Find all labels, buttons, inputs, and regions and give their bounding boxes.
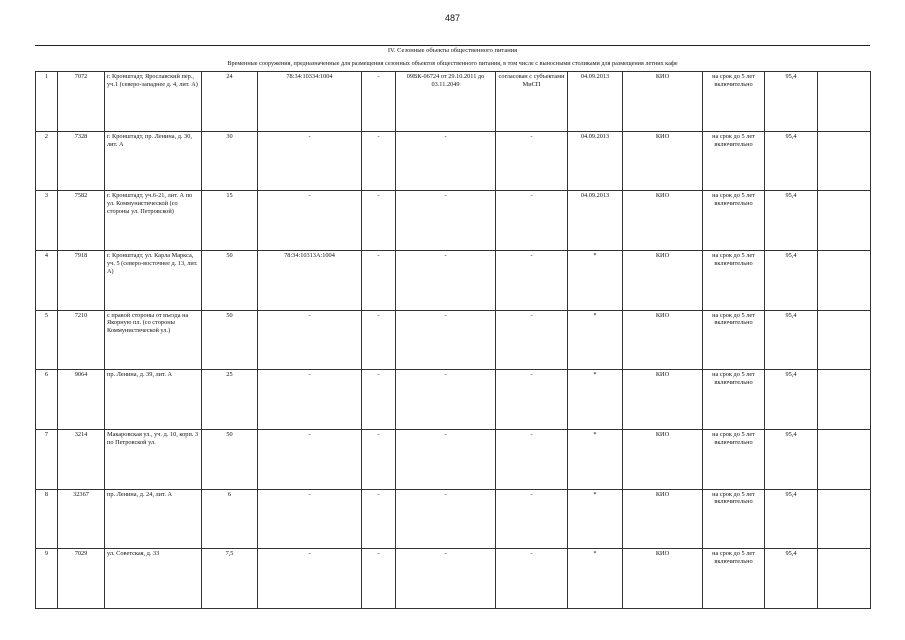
term-cell: на срок до 5 лет включительно bbox=[703, 310, 765, 370]
empty-cell bbox=[818, 191, 871, 251]
page-number: 487 bbox=[444, 13, 461, 23]
organization-cell: КИО bbox=[623, 370, 703, 430]
area-cell: 15 bbox=[202, 191, 258, 251]
percent-cell: 95,4 bbox=[765, 191, 818, 251]
object-id-cell: 3214 bbox=[58, 429, 105, 489]
row-number-cell: 1 bbox=[36, 72, 58, 132]
date-cell: * bbox=[568, 489, 623, 549]
address-cell: г. Кронштадт, Ярославский пер., уч.1 (северо-западнее д. 4, лит. А) bbox=[105, 72, 202, 132]
date-cell: * bbox=[568, 429, 623, 489]
address-cell: г. Кронштадт, пр. Ленина, д. 30, лит. А bbox=[105, 131, 202, 191]
column-5-cell: - bbox=[362, 489, 396, 549]
date-cell: * bbox=[568, 250, 623, 310]
empty-cell bbox=[818, 250, 871, 310]
term-cell: на срок до 5 лет включительно bbox=[703, 72, 765, 132]
table-row bbox=[36, 310, 871, 370]
agreement-cell: - bbox=[496, 489, 568, 549]
term-cell: на срок до 5 лет включительно bbox=[703, 429, 765, 489]
agreement-cell: - bbox=[496, 250, 568, 310]
column-5-cell: - bbox=[362, 250, 396, 310]
term-cell: на срок до 5 лет включительно bbox=[703, 549, 765, 609]
object-id-cell: 7029 bbox=[58, 549, 105, 609]
term-cell: на срок до 5 лет включительно bbox=[703, 250, 765, 310]
column-5-cell: - bbox=[362, 310, 396, 370]
area-cell: 24 bbox=[202, 72, 258, 132]
row-number-cell: 8 bbox=[36, 489, 58, 549]
table-row bbox=[36, 429, 871, 489]
area-cell: 25 bbox=[202, 370, 258, 430]
table-row bbox=[36, 250, 871, 310]
percent-cell: 95,4 bbox=[765, 72, 818, 132]
section-title: IV. Сезонные объекты общественного питания bbox=[387, 47, 518, 54]
address-cell: г. Кронштадт, уч.6-21, лит. А по ул. Коммунистической (со стороны ул. Петровской) bbox=[105, 191, 202, 251]
address-cell: ул. Советская, д. 33 bbox=[105, 549, 202, 609]
row-number-cell: 2 bbox=[36, 131, 58, 191]
area-cell: 50 bbox=[202, 429, 258, 489]
table-row bbox=[36, 489, 871, 549]
column-5-cell: - bbox=[362, 429, 396, 489]
cadastre-number-cell: - bbox=[258, 429, 362, 489]
percent-cell: 95,4 bbox=[765, 310, 818, 370]
column-5-cell: - bbox=[362, 370, 396, 430]
column-5-cell: - bbox=[362, 549, 396, 609]
contract-cell: - bbox=[396, 549, 496, 609]
header-rule bbox=[35, 45, 870, 46]
column-5-cell: - bbox=[362, 191, 396, 251]
contract-cell: 09ВК-06724 от 29.10.2011 до 03.11.2049 bbox=[396, 72, 496, 132]
address-cell: пр. Ленина, д. 24, лит. А bbox=[105, 489, 202, 549]
column-5-cell: - bbox=[362, 72, 396, 132]
agreement-cell: - bbox=[496, 191, 568, 251]
contract-cell: - bbox=[396, 250, 496, 310]
percent-cell: 95,4 bbox=[765, 131, 818, 191]
row-number-cell: 4 bbox=[36, 250, 58, 310]
organization-cell: КИО bbox=[623, 310, 703, 370]
contract-cell: - bbox=[396, 191, 496, 251]
address-cell: Макаровская ул., уч. д. 10, корп. 3 по Петровской ул. bbox=[105, 429, 202, 489]
table-row bbox=[36, 191, 871, 251]
contract-cell: - bbox=[396, 489, 496, 549]
contract-cell: - bbox=[396, 310, 496, 370]
empty-cell bbox=[818, 489, 871, 549]
object-id-cell: 7328 bbox=[58, 131, 105, 191]
cadastre-number-cell: - bbox=[258, 310, 362, 370]
object-id-cell: 7918 bbox=[58, 250, 105, 310]
contract-cell: - bbox=[396, 370, 496, 430]
area-cell: 30 bbox=[202, 131, 258, 191]
term-cell: на срок до 5 лет включительно bbox=[703, 370, 765, 430]
contract-cell: - bbox=[396, 131, 496, 191]
organization-cell: КИО bbox=[623, 131, 703, 191]
cadastre-number-cell: 78:34:10334:1004 bbox=[258, 72, 362, 132]
address-cell: г. Кронштадт, ул. Карла Маркса, уч. 5 (северо-восточнее д. 13, лит. А) bbox=[105, 250, 202, 310]
percent-cell: 95,4 bbox=[765, 549, 818, 609]
date-cell: 04.09.2013 bbox=[568, 191, 623, 251]
cadastre-number-cell: - bbox=[258, 191, 362, 251]
cadastre-number-cell: - bbox=[258, 370, 362, 430]
organization-cell: КИО bbox=[623, 191, 703, 251]
date-cell: * bbox=[568, 549, 623, 609]
row-number-cell: 5 bbox=[36, 310, 58, 370]
percent-cell: 95,4 bbox=[765, 370, 818, 430]
organization-cell: КИО bbox=[623, 429, 703, 489]
agreement-cell: - bbox=[496, 131, 568, 191]
organization-cell: КИО bbox=[623, 489, 703, 549]
row-number-cell: 3 bbox=[36, 191, 58, 251]
table-row bbox=[36, 370, 871, 430]
object-id-cell: 9064 bbox=[58, 370, 105, 430]
object-id-cell: 7582 bbox=[58, 191, 105, 251]
area-cell: 50 bbox=[202, 310, 258, 370]
percent-cell: 95,4 bbox=[765, 429, 818, 489]
empty-cell bbox=[818, 370, 871, 430]
row-number-cell: 7 bbox=[36, 429, 58, 489]
table-body bbox=[36, 72, 871, 609]
row-number-cell: 9 bbox=[36, 549, 58, 609]
column-5-cell: - bbox=[362, 131, 396, 191]
cadastre-number-cell: - bbox=[258, 489, 362, 549]
cadastre-number-cell: - bbox=[258, 549, 362, 609]
contract-cell: - bbox=[396, 429, 496, 489]
area-cell: 6 bbox=[202, 489, 258, 549]
organization-cell: КИО bbox=[623, 549, 703, 609]
table-row bbox=[36, 131, 871, 191]
agreement-cell: - bbox=[496, 370, 568, 430]
agreement-cell: - bbox=[496, 429, 568, 489]
registry-table bbox=[35, 71, 871, 609]
term-cell: на срок до 5 лет включительно bbox=[703, 191, 765, 251]
empty-cell bbox=[818, 310, 871, 370]
empty-cell bbox=[818, 549, 871, 609]
object-id-cell: 32367 bbox=[58, 489, 105, 549]
table-subtitle: Временные сооружения, предназначенные для размещения сезонных объектов общественного питания, в том числе с выносными столиками для размещения летних кафе bbox=[227, 60, 678, 67]
agreement-cell: - bbox=[496, 310, 568, 370]
percent-cell: 95,4 bbox=[765, 250, 818, 310]
percent-cell: 95,4 bbox=[765, 489, 818, 549]
empty-cell bbox=[818, 131, 871, 191]
cadastre-number-cell: - bbox=[258, 131, 362, 191]
empty-cell bbox=[818, 72, 871, 132]
address-cell: пр. Ленина, д. 39, лит. А bbox=[105, 370, 202, 430]
area-cell: 50 bbox=[202, 250, 258, 310]
date-cell: 04.09.2013 bbox=[568, 72, 623, 132]
empty-cell bbox=[818, 429, 871, 489]
object-id-cell: 7072 bbox=[58, 72, 105, 132]
agreement-cell: - bbox=[496, 549, 568, 609]
address-cell: с правой стороны от въезда на Якорную пл. (со стороны Коммунистической ул.) bbox=[105, 310, 202, 370]
term-cell: на срок до 5 лет включительно bbox=[703, 489, 765, 549]
date-cell: 04.09.2013 bbox=[568, 131, 623, 191]
cadastre-number-cell: 78:34:10313А:1004 bbox=[258, 250, 362, 310]
agreement-cell: согласован с субъектами МиСП bbox=[496, 72, 568, 132]
table-row bbox=[36, 549, 871, 609]
date-cell: * bbox=[568, 310, 623, 370]
term-cell: на срок до 5 лет включительно bbox=[703, 131, 765, 191]
date-cell: * bbox=[568, 370, 623, 430]
row-number-cell: 6 bbox=[36, 370, 58, 430]
object-id-cell: 7210 bbox=[58, 310, 105, 370]
organization-cell: КИО bbox=[623, 72, 703, 132]
table-row bbox=[36, 72, 871, 132]
organization-cell: КИО bbox=[623, 250, 703, 310]
area-cell: 7,5 bbox=[202, 549, 258, 609]
